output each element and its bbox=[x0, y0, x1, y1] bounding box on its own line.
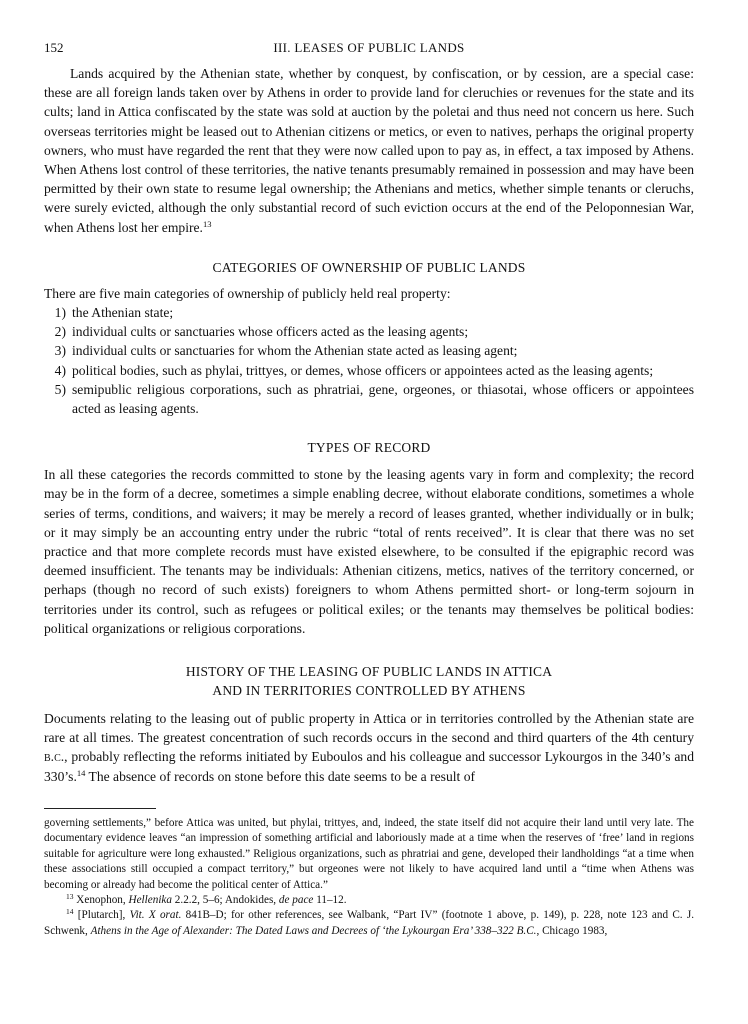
list-item-number: 2) bbox=[54, 324, 66, 340]
list-item bbox=[44, 303, 694, 322]
categories-list bbox=[44, 303, 694, 418]
list-item bbox=[44, 361, 694, 380]
categories-lead: There are five main categories of ownership of publicly held real property: bbox=[44, 285, 451, 301]
history-text-3: The absence of records on stone before this date seems to be a result of bbox=[88, 768, 476, 784]
footnote-14-author: [Plutarch], bbox=[77, 909, 126, 922]
running-head bbox=[44, 40, 694, 64]
list-item-text: the Athenian state; bbox=[72, 305, 174, 321]
footnote-14-number: 14 bbox=[66, 907, 74, 917]
list-item-text: semipublic religious corporations, such as phratriai, gene, orgeones, or thiasotai, whose officers or appointees acted as leasing agents. bbox=[72, 381, 694, 417]
types-paragraph: In all these categories the records committed to stone by the leasing agents vary in form and complexity; the record may be in the form of a decree, sometimes a simple enabling decree, without elaborate conditions, sometimes a whole series of terms, conditions, and waivers; it may be merely a record of leases granted, whether individually or in bulk; or it may simply be an accounting entry under the rubric “total of rents received”. It is clear that there was no set practice and that more complete records must have existed elsewhere, to be consulted if the epigraphic record was deemed insufficient. The tenants may be individuals: Athenian citizens, metics, natives of the territory concerned, or perhaps (though no record of such exists) foreigners to whom Athens permitted short- or long-term sojourn in territories under its control, such as refugees or political exiles; or the tenants may themselves be political bodies: political organizations or religious corporations. bbox=[44, 467, 694, 636]
intro-text: Lands acquired by the Athenian state, whether by conquest, by confiscation, or by cession, are a special case: these are all foreign lands taken over by Athens in order to provide land for cleruchies or revenues for the state and its cults; land in Attica confiscated by the state was sold at auction by the poletai and thus need not concern us here. Such overseas territories might be leased out to Athenian citizens or metics, or even to natives, perhaps the original property owners, who must have regarded the rent that they were now called upon to pay as, in effect, a tax imposed by Athens. When Athens lost control of these territories, the native tenants presumably remained in possession and may have been permitted by their own state to resume legal ownership; the Athenians and metics, whether simple tenants or cleruchs, were surely evicted, although the only substantial record of such eviction occurs at the end of the Peloponnesian War, when Athens lost her empire. bbox=[44, 66, 694, 235]
footnote-13-author: Xenophon, bbox=[76, 893, 126, 906]
footnote-ref-13[interactable]: 13 bbox=[202, 218, 212, 229]
list-item-number: 1) bbox=[54, 305, 66, 321]
footnote-14-end: , Chicago 1983, bbox=[536, 924, 608, 937]
footnote-continuation: governing settlements,” before Attica was united, but phylai, trittyes, and, indeed, the state itself did not acquire their land until very late. The documentary evidence leaves “an impression of something artificial and laboriously made at a time when the reserves of ‘free’ land in regions suitable for agriculture were long exhausted.” Religious organizations, such as phratriai and gene, developed their landholdings “at a time when these associations still occupied a compact territory,” but orgeones were not likely to have acquired land until a “time when Athens was becoming or already had become the political center of Attica.” bbox=[44, 816, 694, 891]
era-abbrev: b.c. bbox=[44, 749, 65, 765]
list-item-number: 5) bbox=[54, 381, 66, 397]
footnote-14-work-2: Athens in the Age of Alexander: The Dated Laws and Decrees of ‘the Lykourgan Era’ 338–322 B.C. bbox=[90, 924, 537, 937]
history-paragraph bbox=[44, 709, 694, 786]
history-heading-line-2: AND IN TERRITORIES CONTROLLED BY ATHENS bbox=[212, 683, 526, 699]
footnote-13-work-1: Hellenika bbox=[128, 893, 172, 906]
history-heading-line-1: HISTORY OF THE LEASING OF PUBLIC LANDS IN ATTICA bbox=[185, 664, 553, 680]
history-text-2: , probably reflecting the reforms initiated by Euboulos and his colleague and successor Lykourgos in the 340’s and 330’s. bbox=[44, 749, 694, 784]
list-item-text: individual cults or sanctuaries for whom the Athenian state acted as leasing agent; bbox=[72, 343, 518, 359]
running-title: III. LEASES OF PUBLIC LANDS bbox=[273, 40, 465, 55]
intro-paragraph bbox=[44, 64, 694, 237]
section-heading-history bbox=[44, 662, 694, 700]
footnote-13-mid: 2.2.2, 5–6; Andokides, bbox=[174, 893, 277, 906]
footnote-13-work-2: de pace bbox=[278, 893, 314, 906]
list-item bbox=[44, 322, 694, 341]
footnote-ref-14[interactable]: 14 bbox=[76, 767, 86, 778]
list-item-number: 4) bbox=[54, 362, 66, 378]
list-item bbox=[44, 341, 694, 360]
book-page bbox=[44, 40, 694, 939]
footnote-14 bbox=[44, 908, 694, 939]
list-item-text: political bodies, such as phylai, trittyes, or demes, whose officers or appointees acted as the leasing agents; bbox=[72, 362, 654, 378]
list-item-text: individual cults or sanctuaries whose officers acted as the leasing agents; bbox=[72, 324, 469, 340]
footnote-13-end: 11–12. bbox=[316, 893, 347, 906]
footnote-14-mid: 841B–D; for other references, see Walbank, “Part IV” (footnote 1 above, p. 149), p. 228, note 123 and C. J. Schwenk, bbox=[44, 909, 694, 937]
section-heading-categories: CATEGORIES OF OWNERSHIP OF PUBLIC LANDS bbox=[212, 259, 526, 275]
footnote-14-work-1: Vit. X orat. bbox=[129, 909, 182, 922]
list-item bbox=[44, 380, 694, 418]
page-number: 152 bbox=[44, 40, 64, 55]
footnote-13 bbox=[44, 893, 694, 908]
history-text-1: Documents relating to the leasing out of public property in Attica or in territories controlled by the Athenian state are rare at all times. The greatest concentration of such records occurs in the second and third quarters of the 4th century bbox=[44, 711, 694, 746]
section-heading-types: TYPES OF RECORD bbox=[307, 440, 431, 456]
footnote-13-number: 13 bbox=[66, 891, 74, 901]
list-item-number: 3) bbox=[54, 343, 66, 359]
